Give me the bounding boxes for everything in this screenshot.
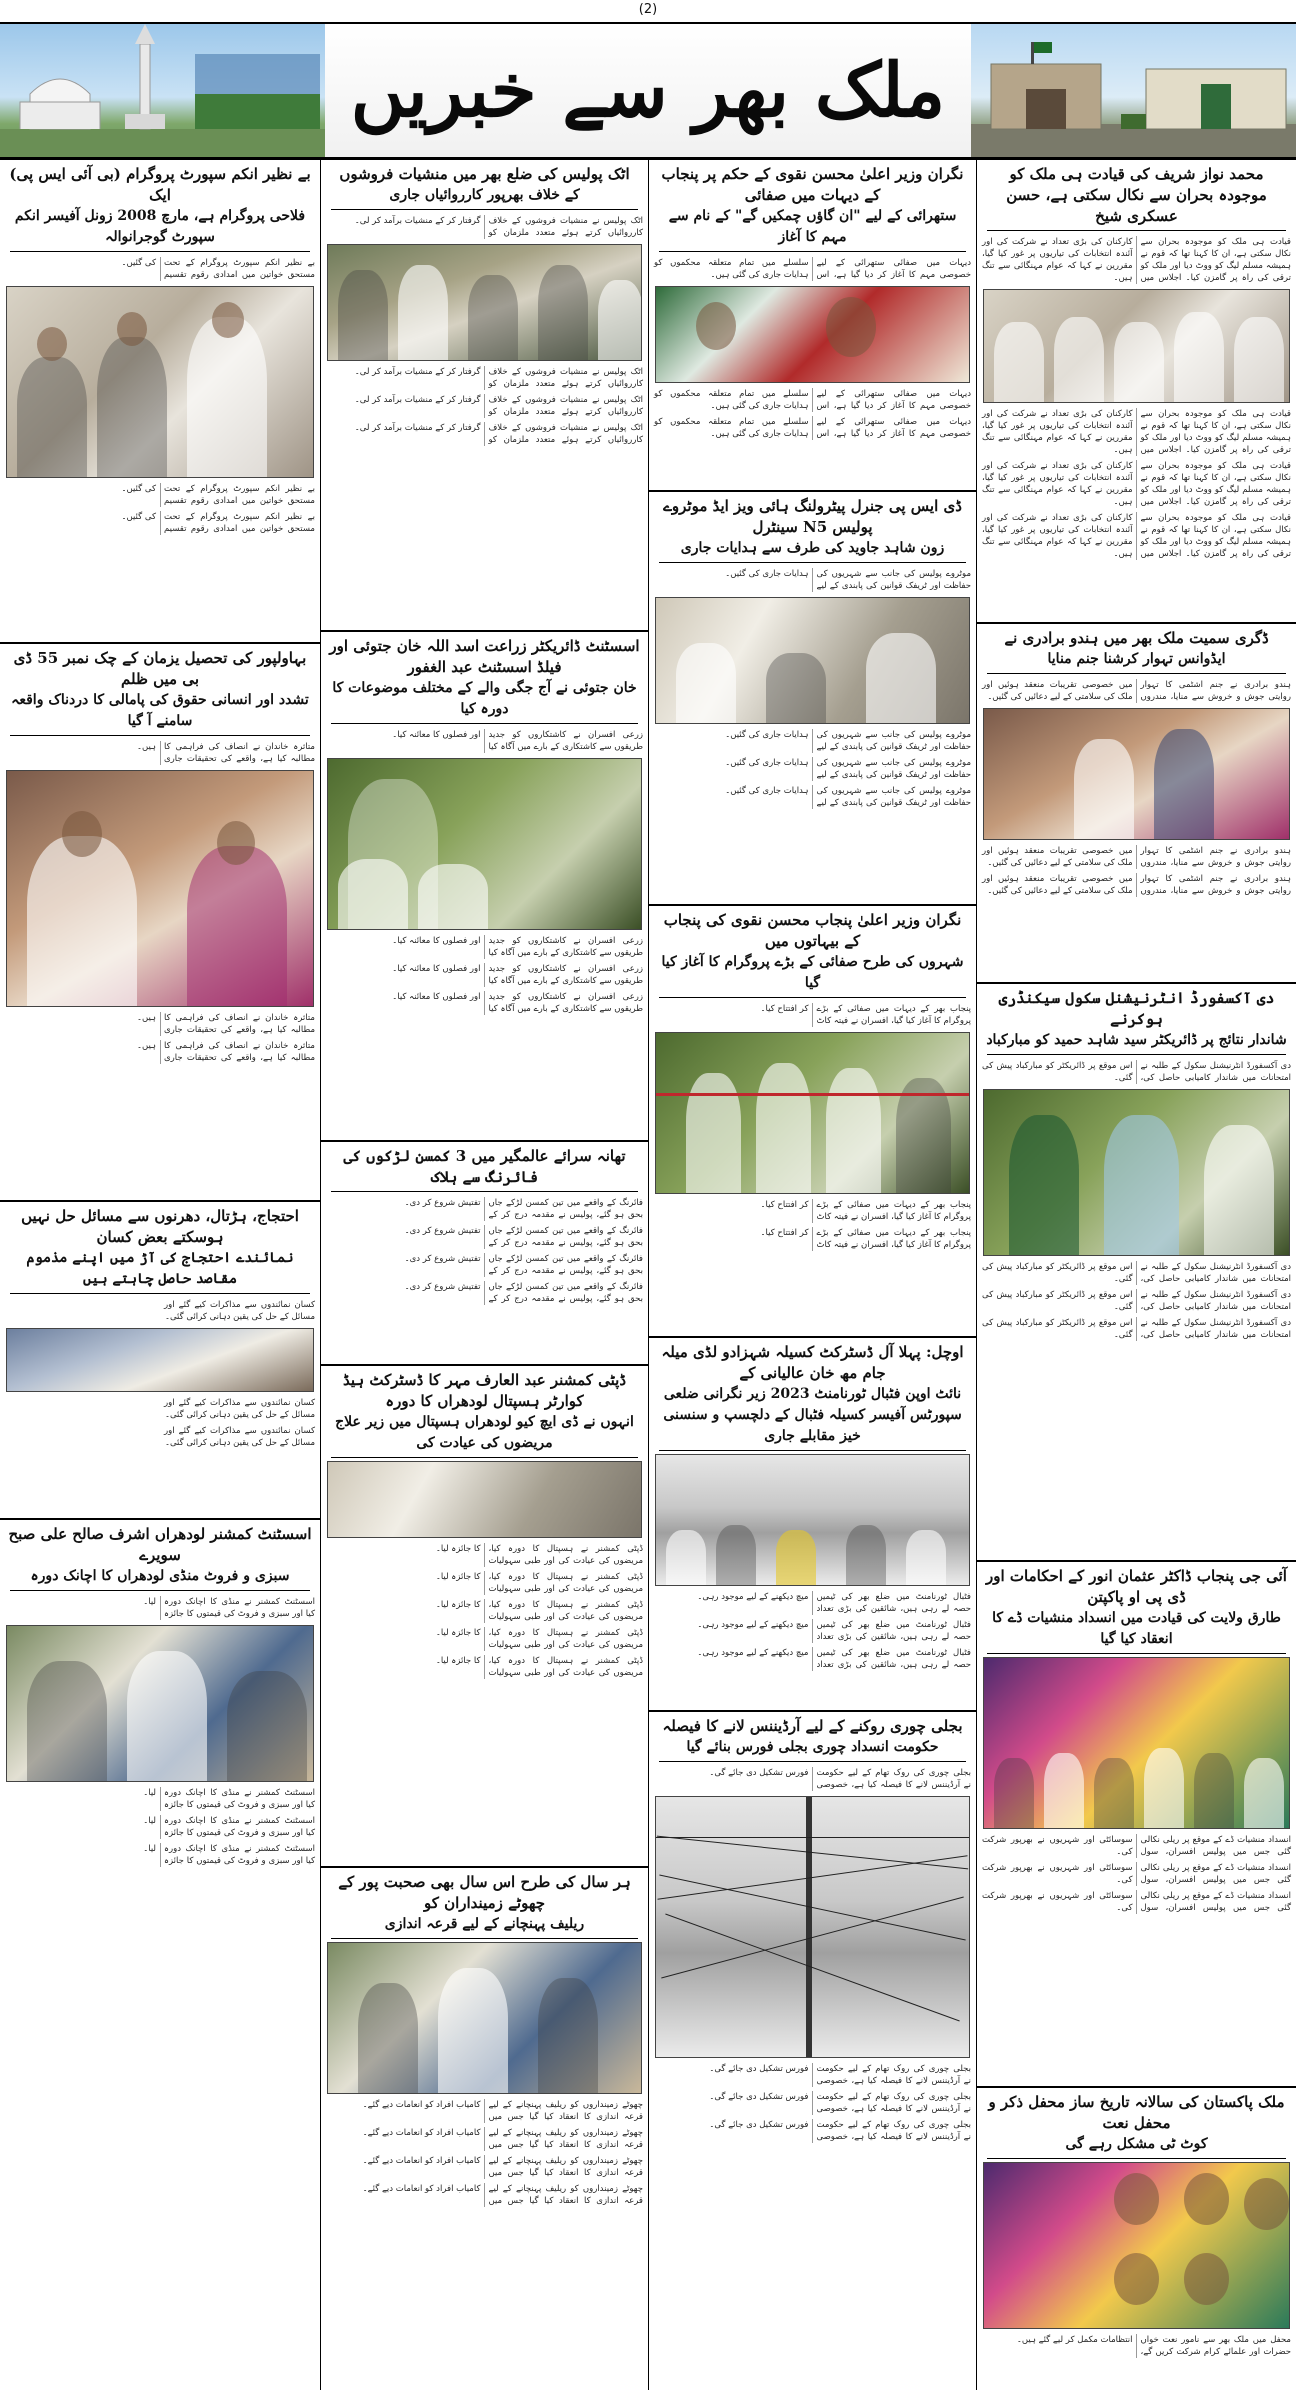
headline-main: ڈگری سمیت ملک بھر میں ہندو برادری نے — [1004, 629, 1269, 647]
article-body: موٹروے پولیس کی جانب سے شہریوں کی حفاظت اور ٹریفک قوانین کی پابندی کے لیے ہدایات جاری کی گئیں۔ — [725, 730, 971, 752]
article-body: دی آکسفورڈ انٹرنیشنل سکول کے طلبہ نے امتحانات میں شاندار کامیابی حاصل کی، اس موقع پر ڈائریکٹر کو مبارکباد پیش کی گئی۔ — [982, 1262, 1291, 1284]
fort-illustration — [971, 24, 1296, 157]
article-body: ڈپٹی کمشنر نے ہسپتال کا دورہ کیا، مریضوں کی عیادت کی اور طبی سہولیات کا جائزہ لیا۔ — [435, 1572, 643, 1594]
article-body: ڈپٹی کمشنر نے ہسپتال کا دورہ کیا، مریضوں کی عیادت کی اور طبی سہولیات کا جائزہ لیا۔ — [435, 1544, 643, 1566]
headline — [321, 1142, 648, 1191]
article-body: اٹک پولیس نے منشیات فروشوں کے خلاف کارروائیاں کرتے ہوئے متعدد ملزمان کو گرفتار کر کے منشیات برآمد کر لی۔ — [354, 423, 643, 445]
article-body: کسان نمائندوں سے مذاکرات کیے گئے اور مسائل کے حل کی یقین دہانی کرائی گئی۔ — [164, 1426, 315, 1448]
article-photo — [983, 1657, 1290, 1829]
article-body: زرعی افسران نے کاشتکاروں کو جدید طریقوں سے کاشتکاری کے بارے میں آگاہ کیا اور فصلوں کا معائنہ کیا۔ — [392, 992, 643, 1014]
article-electricity-theft — [649, 1712, 976, 2390]
article-body: دیہات میں صفائی ستھرائی کے لیے خصوصی مہم کا آغاز کر دیا گیا ہے، اس سلسلے میں تمام متعلقہ محکموں کو ہدایات جاری کی گئی ہیں۔ — [654, 389, 971, 411]
article-body: کسان نمائندوں سے مذاکرات کیے گئے اور مسائل کے حل کی یقین دہانی کرائی گئی۔ — [164, 1300, 315, 1322]
article-body: بجلی چوری کی روک تھام کے لیے حکومت نے آرڈیننس لانے کا فیصلہ کیا ہے، خصوصی فورس تشکیل دی جائے گی۔ — [709, 2064, 971, 2086]
article-body: چھوٹے زمینداروں کو ریلیف پہنچانے کے لیے قرعہ اندازی کا انعقاد کیا گیا جس میں کامیاب افراد کو انعامات دیے گئے۔ — [362, 2100, 643, 2122]
article-body: چھوٹے زمینداروں کو ریلیف پہنچانے کے لیے قرعہ اندازی کا انعقاد کیا گیا جس میں کامیاب افراد کو انعامات دیے گئے۔ — [362, 2128, 643, 2150]
article-body: زرعی افسران نے کاشتکاروں کو جدید طریقوں سے کاشتکاری کے بارے میں آگاہ کیا اور فصلوں کا معائنہ کیا۔ — [392, 936, 643, 958]
masthead-title: ملک بھر سے خبریں — [350, 48, 946, 134]
headline-main: ڈی ایس پی جنرل پیٹرولنگ ہائی ویز ایڈ موٹروے پولیس N5 سینٹرل — [663, 497, 962, 536]
headline-sub: طارق ولایت کی قیادت میں انسداد منشیات ڈے کا انعقاد کیا گیا — [992, 1610, 1281, 1647]
article-body: قیادت ہی ملک کو موجودہ بحران سے نکال سکتی ہے، ان کا کہنا تھا کہ قوم نے ہمیشہ مسلم لیگ کو ووٹ دیا اور ملک کو ترقی کی راہ پر گامزن کیا۔ اجلاس میں کارکنان کی بڑی تعداد نے شرکت کی اور آئندہ انتخابات کی تیاریوں پر غور کیا گیا، مقررین نے کہا کہ عوام مہنگائی سے تنگ ہیں۔ — [982, 409, 1291, 455]
headline-main: اسسٹنٹ کمشنر لودھراں اشرف صالح علی صبح سویرے — [8, 1525, 312, 1564]
article-body: بجلی چوری کی روک تھام کے لیے حکومت نے آرڈیننس لانے کا فیصلہ کیا ہے، خصوصی فورس تشکیل دی جائے گی۔ — [709, 2120, 971, 2142]
article-body: دی آکسفورڈ انٹرنیشنل سکول کے طلبہ نے امتحانات میں شاندار کامیابی حاصل کی، اس موقع پر ڈائریکٹر کو مبارکباد پیش کی گئی۔ — [982, 1318, 1291, 1340]
headline-sub: ستھرائی کے لیے "ان گاؤں چمکیں گے" کے نام سے مہم کا آغاز — [668, 208, 957, 245]
article-yazman — [0, 644, 320, 1202]
article-body: دیہات میں صفائی ستھرائی کے لیے خصوصی مہم کا آغاز کر دیا گیا ہے، اس سلسلے میں تمام متعلقہ محکموں کو ہدایات جاری کی گئی ہیں۔ — [654, 417, 971, 439]
article-body: انسداد منشیات ڈے کے موقع پر ریلی نکالی گئی جس میں پولیس افسران، سول سوسائٹی اور شہریوں نے بھرپور شرکت کی۔ — [982, 1835, 1291, 1857]
article-body: اسسٹنٹ کمشنر نے منڈی کا اچانک دورہ کیا اور سبزی و فروٹ کی قیمتوں کا جائزہ لیا۔ — [143, 1597, 315, 1619]
headline — [321, 160, 648, 209]
article-body: ہندو برادری نے جنم اشٹمی کا تہوار روایتی جوش و خروش سے منایا، مندروں میں خصوصی تقریبات منعقد ہوئیں اور ملک کی سلامتی کے لیے دعائیں کی گئیں۔ — [982, 846, 1291, 868]
article-photo — [983, 2162, 1290, 2329]
article-body: کسان نمائندوں سے مذاکرات کیے گئے اور مسائل کے حل کی یقین دہانی کرائی گئی۔ — [164, 1398, 315, 1420]
article-body: اسسٹنٹ کمشنر نے منڈی کا اچانک دورہ کیا اور سبزی و فروٹ کی قیمتوں کا جائزہ لیا۔ — [143, 1816, 315, 1838]
headline-main: محمد نواز شریف کی قیادت ہی ملک کو موجودہ بحران سے نکال سکتی ہے، حسن عسکری شیخ — [1006, 165, 1267, 225]
article-attock-police — [321, 160, 648, 632]
article-photo — [983, 289, 1290, 403]
article-body: پنجاب بھر کے دیہات میں صفائی کے بڑے پروگرام کا آغاز کیا گیا، افسران نے فیتہ کاٹ کر افتتاح کیا۔ — [760, 1228, 971, 1250]
article-body: قیادت ہی ملک کو موجودہ بحران سے نکال سکتی ہے، ان کا کہنا تھا کہ قوم نے ہمیشہ مسلم لیگ کو ووٹ دیا اور ملک کو ترقی کی راہ پر گامزن کیا۔ اجلاس میں کارکنان کی بڑی تعداد نے شرکت کی اور آئندہ انتخابات کی تیاریوں پر غور کیا گیا، مقررین نے کہا کہ عوام مہنگائی سے تنگ ہیں۔ — [982, 461, 1291, 507]
article-body: اٹک پولیس نے منشیات فروشوں کے خلاف کارروائیاں کرتے ہوئے متعدد ملزمان کو گرفتار کر کے منشیات برآمد کر لی۔ — [354, 216, 643, 238]
headline-main: بہاولپور کی تحصیل یزمان کے چک نمبر 55 ڈی بی میں ظلم — [13, 649, 307, 688]
headline-sub: زون شاہد جاوید کی طرف سے ہدایات جاری — [680, 540, 945, 556]
masthead — [0, 22, 1296, 160]
headline-sub: شاندار نتائج پر ڈائریکٹر سید شاہد حمید کو مبارکباد — [986, 1032, 1287, 1048]
article-body: اٹک پولیس نے منشیات فروشوں کے خلاف کارروائیاں کرتے ہوئے متعدد ملزمان کو گرفتار کر کے منشیات برآمد کر لی۔ — [354, 367, 643, 389]
headline-main: ملک پاکستان کی سالانہ تاریخ ساز محفل ذکر و محفل نعت — [988, 2093, 1285, 2132]
column-center-left — [321, 160, 648, 2390]
headline — [977, 984, 1296, 1054]
headline-main: آئی جی پنجاب ڈاکٹر عثمان انور کے احکامات اور ڈی پی او پاکپتن — [986, 1567, 1287, 1606]
headline — [977, 624, 1296, 673]
article-body: موٹروے پولیس کی جانب سے شہریوں کی حفاظت اور ٹریفک قوانین کی پابندی کے لیے ہدایات جاری کی گئیں۔ — [725, 786, 971, 808]
article-market-visit — [0, 1520, 320, 2390]
headline-main: ڈپٹی کمشنر عبد العارف مہر کا ڈسٹرکٹ ہیڈ کوارٹر ہسپتال لودھراں کا دورہ — [342, 1371, 627, 1410]
article-body: ہندو برادری نے جنم اشٹمی کا تہوار روایتی جوش و خروش سے منایا، مندروں میں خصوصی تقریبات منعقد ہوئیں اور ملک کی سلامتی کے لیے دعائیں کی گئیں۔ — [982, 680, 1291, 702]
article-photo — [655, 286, 970, 383]
article-farmers-protest — [0, 1202, 320, 1520]
article-body: دی آکسفورڈ انٹرنیشنل سکول کے طلبہ نے امتحانات میں شاندار کامیابی حاصل کی، اس موقع پر ڈائریکٹر کو مبارکباد پیش کی گئی۔ — [982, 1061, 1291, 1083]
article-photo — [983, 708, 1290, 840]
article-photo — [655, 1032, 970, 1194]
article-body: متاثرہ خاندان نے انصاف کی فراہمی کا مطالبہ کیا ہے، واقعے کی تحقیقات جاری ہیں۔ — [137, 742, 315, 764]
article-photo — [327, 1461, 642, 1538]
headline-sub: شہروں کی طرح صفائی کے بڑے پروگرام کا آغاز کیا گیا — [661, 954, 964, 991]
article-body: موٹروے پولیس کی جانب سے شہریوں کی حفاظت اور ٹریفک قوانین کی پابندی کے لیے ہدایات جاری کی گئیں۔ — [725, 569, 971, 591]
headline-main: احتجاج، ہڑتال، دھرنوں سے مسائل حل نہیں ہوسکتے بعض کسان — [21, 1207, 299, 1246]
column-left — [0, 160, 320, 2390]
article-body: زرعی افسران نے کاشتکاروں کو جدید طریقوں سے کاشتکاری کے بارے میں آگاہ کیا اور فصلوں کا معائنہ کیا۔ — [392, 730, 643, 752]
headline — [0, 160, 320, 251]
article-body: پنجاب بھر کے دیہات میں صفائی کے بڑے پروگرام کا آغاز کیا گیا، افسران نے فیتہ کاٹ کر افتتاح کیا۔ — [760, 1004, 971, 1026]
article-body: دیہات میں صفائی ستھرائی کے لیے خصوصی مہم کا آغاز کر دیا گیا ہے، اس سلسلے میں تمام متعلقہ محکموں کو ہدایات جاری کی گئی ہیں۔ — [654, 258, 971, 280]
headline-main: ہر سال کی طرح اس سال بھی صحبت پور کے چھوٹے زمینداران کو — [338, 1873, 631, 1912]
article-body: بے نظیر انکم سپورٹ پروگرام کے تحت مستحق خواتین میں امدادی رقوم تقسیم کی گئیں۔ — [121, 512, 315, 534]
article-photo — [6, 1328, 314, 1392]
article-body: ڈپٹی کمشنر نے ہسپتال کا دورہ کیا، مریضوں کی عیادت کی اور طبی سہولیات کا جائزہ لیا۔ — [435, 1628, 643, 1650]
headline — [321, 632, 648, 723]
headline-main: اٹک پولیس کی ضلع بھر میں منشیات فروشوں — [339, 165, 630, 183]
article-anti-narcotics-day — [977, 1562, 1296, 2088]
article-body: چھوٹے زمینداروں کو ریلیف پہنچانے کے لیے قرعہ اندازی کا انعقاد کیا گیا جس میں کامیاب افراد کو انعامات دیے گئے۔ — [362, 2184, 643, 2206]
article-body: ہندو برادری نے جنم اشٹمی کا تہوار روایتی جوش و خروش سے منایا، مندروں میں خصوصی تقریبات منعقد ہوئیں اور ملک کی سلامتی کے لیے دعائیں کی گئیں۔ — [982, 874, 1291, 896]
headline — [0, 1520, 320, 1590]
article-body: انسداد منشیات ڈے کے موقع پر ریلی نکالی گئی جس میں پولیس افسران، سول سوسائٹی اور شہریوں نے بھرپور شرکت کی۔ — [982, 1891, 1291, 1913]
article-photo — [6, 770, 314, 1007]
headline — [321, 1868, 648, 1938]
headline-sub: ایڈوانس تہوار کرشنا جنم منایا — [1047, 651, 1226, 667]
article-body: چھوٹے زمینداروں کو ریلیف پہنچانے کے لیے قرعہ اندازی کا انعقاد کیا گیا جس میں کامیاب افراد کو انعامات دیے گئے۔ — [362, 2156, 643, 2178]
article-photo — [327, 1942, 642, 2094]
headline — [649, 1338, 976, 1450]
article-football — [649, 1338, 976, 1712]
article-body: اٹک پولیس نے منشیات فروشوں کے خلاف کارروائیاں کرتے ہوئے متعدد ملزمان کو گرفتار کر کے منشیات برآمد کر لی۔ — [354, 395, 643, 417]
headline-main: تھانہ سرائے عالمگیر میں 3 کمسن لڑکوں کی فائرنگ سے ہلاک — [343, 1147, 626, 1186]
article-photo — [983, 1089, 1290, 1256]
article-photo — [655, 597, 970, 724]
article-photo — [327, 244, 642, 361]
headline-main: بجلی چوری روکنے کے لیے آرڈیننس لانے کا فیصلہ — [662, 1717, 963, 1735]
article-krishna-janam — [977, 624, 1296, 984]
column-center-right — [649, 160, 976, 2390]
article-punjab-cleanliness — [649, 906, 976, 1338]
masthead-monuments-image — [0, 24, 325, 157]
article-body: بجلی چوری کی روک تھام کے لیے حکومت نے آرڈیننس لانے کا فیصلہ کیا ہے، خصوصی فورس تشکیل دی جائے گی۔ — [709, 1768, 971, 1790]
article-body: متاثرہ خاندان نے انصاف کی فراہمی کا مطالبہ کیا ہے، واقعے کی تحقیقات جاری ہیں۔ — [137, 1041, 315, 1063]
headline-main: اسسٹنٹ ڈائریکٹر زراعت اسد اللہ خان جتوئی اور فیلڈ اسسٹنٹ عبد الغفور — [329, 637, 640, 676]
headline-sub: حکومت انسداد چوری بجلی فورس بنائے گیا — [686, 1739, 939, 1755]
headline-sub: فلاحی پروگرام ہے، مارچ 2008 زونل آفیسر انکم سپورٹ گوجرانوالہ — [14, 208, 306, 245]
headline-sub: نمائندے احتجاج کی آڑ میں اپنے مذموم مقاصد حاصل چاہتے ہیں — [26, 1250, 294, 1287]
article-body: فائرنگ کے واقعے میں تین کمسن لڑکے جاں بحق ہو گئے، پولیس نے مقدمہ درج کر کے تفتیش شروع کر دی۔ — [404, 1254, 643, 1276]
article-photo — [6, 1625, 314, 1782]
article-body: فٹبال ٹورنامنٹ میں ضلع بھر کی ٹیمیں حصہ لے رہی ہیں، شائقین کی بڑی تعداد میچ دیکھنے کے لیے موجود رہی۔ — [697, 1592, 971, 1614]
article-naat-mehfil — [977, 2088, 1296, 2390]
headline — [649, 1712, 976, 1761]
article-agriculture — [321, 632, 648, 1142]
article-nawaz-sharif — [977, 160, 1296, 624]
article-body: محفل میں ملک بھر سے نامور نعت خواں حضرات اور علمائے کرام شرکت کریں گے، انتظامات مکمل کر لیے گئے ہیں۔ — [1016, 2335, 1291, 2357]
article-body: فائرنگ کے واقعے میں تین کمسن لڑکے جاں بحق ہو گئے، پولیس نے مقدمہ درج کر کے تفتیش شروع کر دی۔ — [404, 1282, 643, 1304]
headline-sub: انہوں نے ڈی ایچ کیو لودھراں ہسپتال میں زیر علاج مریضوں کی عیادت کی — [335, 1414, 634, 1451]
headline — [321, 1366, 648, 1457]
headline-sub: کوٹ ٹی مشکل رہے گی — [1065, 2136, 1208, 2152]
headline-sub: خان جتوئی نے آج جگی والے کے مختلف موضوعات کا دورہ کیا — [332, 680, 637, 717]
column-right — [977, 160, 1296, 2390]
headline — [0, 1202, 320, 1293]
article-body: فائرنگ کے واقعے میں تین کمسن لڑکے جاں بحق ہو گئے، پولیس نے مقدمہ درج کر کے تفتیش شروع کر دی۔ — [404, 1198, 643, 1220]
article-body: اسسٹنٹ کمشنر نے منڈی کا اچانک دورہ کیا اور سبزی و فروٹ کی قیمتوں کا جائزہ لیا۔ — [143, 1788, 315, 1810]
article-body: موٹروے پولیس کی جانب سے شہریوں کی حفاظت اور ٹریفک قوانین کی پابندی کے لیے ہدایات جاری کی گئیں۔ — [725, 758, 971, 780]
article-body: ڈپٹی کمشنر نے ہسپتال کا دورہ کیا، مریضوں کی عیادت کی اور طبی سہولیات کا جائزہ لیا۔ — [435, 1600, 643, 1622]
article-body: زرعی افسران نے کاشتکاروں کو جدید طریقوں سے کاشتکاری کے بارے میں آگاہ کیا اور فصلوں کا معائنہ کیا۔ — [392, 964, 643, 986]
headline — [977, 2088, 1296, 2158]
headline-main: اوچل: پہلا آل ڈسٹرکٹ کسیلہ شہزادو لڈی میلہ جام مھ خان عالیانی کے — [661, 1343, 964, 1382]
page-number: (2) — [638, 2, 658, 17]
article-motorway-police — [649, 492, 976, 906]
masthead-fort-image — [971, 24, 1296, 157]
article-firing — [321, 1142, 648, 1366]
headline-sub: ریلیف پہنچانے کے لیے قرعہ اندازی — [384, 1916, 585, 1932]
article-body: دی آکسفورڈ انٹرنیشنل سکول کے طلبہ نے امتحانات میں شاندار کامیابی حاصل کی، اس موقع پر ڈائریکٹر کو مبارکباد پیش کی گئی۔ — [982, 1290, 1291, 1312]
article-bisp — [0, 160, 320, 644]
article-body: فٹبال ٹورنامنٹ میں ضلع بھر کی ٹیمیں حصہ لے رہی ہیں، شائقین کی بڑی تعداد میچ دیکھنے کے لیے موجود رہی۔ — [697, 1648, 971, 1670]
headline-sub: سبزی و فروٹ منڈی لودھراں کا اچانک دورہ — [30, 1568, 290, 1584]
headline-sub: کے خلاف بھرپور کارروائیاں جاری — [389, 187, 580, 203]
article-photo — [327, 758, 642, 930]
article-body: قیادت ہی ملک کو موجودہ بحران سے نکال سکتی ہے، ان کا کہنا تھا کہ قوم نے ہمیشہ مسلم لیگ کو ووٹ دیا اور ملک کو ترقی کی راہ پر گامزن کیا۔ اجلاس میں کارکنان کی بڑی تعداد نے شرکت کی اور آئندہ انتخابات کی تیاریوں پر غور کیا گیا، مقررین نے کہا کہ عوام مہنگائی سے تنگ ہیں۔ — [982, 513, 1291, 559]
headline-sub: نائٹ اوپن فٹبال ٹورنامنٹ 2023 زیر نگرانی ضلعی سپورٹس آفیسر کسیلہ فٹبال کے دلچسپ و سنسنی خیز مقابلے جاری — [663, 1386, 962, 1444]
headline-sub: تشدد اور انسانی حقوق کی پامالی کا دردناک واقعہ سامنے آ گیا — [11, 692, 309, 729]
headline — [0, 644, 320, 735]
headline — [977, 160, 1296, 230]
headline-main: دی آکسفورڈ انٹرنیشنل سکول سیکنڈری ہوکرنے — [998, 989, 1275, 1028]
headline — [649, 906, 976, 997]
article-body: متاثرہ خاندان نے انصاف کی فراہمی کا مطالبہ کیا ہے، واقعے کی تحقیقات جاری ہیں۔ — [137, 1013, 315, 1035]
article-body: اسسٹنٹ کمشنر نے منڈی کا اچانک دورہ کیا اور سبزی و فروٹ کی قیمتوں کا جائزہ لیا۔ — [143, 1844, 315, 1866]
article-lottery — [321, 1868, 648, 2390]
article-photo — [655, 1796, 970, 2058]
article-body: بے نظیر انکم سپورٹ پروگرام کے تحت مستحق خواتین میں امدادی رقوم تقسیم کی گئیں۔ — [121, 484, 315, 506]
article-photo — [6, 286, 314, 478]
headline — [649, 492, 976, 562]
headline — [649, 160, 976, 251]
headline-main: بے نظیر انکم سپورٹ پروگرام (بی آئی ایس پی) ایک — [9, 165, 311, 204]
article-body: پنجاب بھر کے دیہات میں صفائی کے بڑے پروگرام کا آغاز کیا گیا، افسران نے فیتہ کاٹ کر افتتاح کیا۔ — [760, 1200, 971, 1222]
article-body: فائرنگ کے واقعے میں تین کمسن لڑکے جاں بحق ہو گئے، پولیس نے مقدمہ درج کر کے تفتیش شروع کر دی۔ — [404, 1226, 643, 1248]
headline-main: نگران وزیر اعلیٰ محسن نقوی کے حکم پر پنجاب کے دیہات میں صفائی — [661, 165, 964, 204]
monuments-illustration — [0, 24, 325, 157]
article-village-cleanliness — [649, 160, 976, 492]
headline-main: نگران وزیر اعلیٰ پنجاب محسن نقوی کی پنجاب کے بیہاتوں میں — [663, 911, 962, 950]
article-body: فٹبال ٹورنامنٹ میں ضلع بھر کی ٹیمیں حصہ لے رہی ہیں، شائقین کی بڑی تعداد میچ دیکھنے کے لیے موجود رہی۔ — [697, 1620, 971, 1642]
article-body: بے نظیر انکم سپورٹ پروگرام کے تحت مستحق خواتین میں امدادی رقوم تقسیم کی گئیں۔ — [121, 258, 315, 280]
article-oxford-school — [977, 984, 1296, 1562]
article-photo — [655, 1454, 970, 1586]
article-body: انسداد منشیات ڈے کے موقع پر ریلی نکالی گئی جس میں پولیس افسران، سول سوسائٹی اور شہریوں نے بھرپور شرکت کی۔ — [982, 1863, 1291, 1885]
headline — [977, 1562, 1296, 1653]
article-body: ڈپٹی کمشنر نے ہسپتال کا دورہ کیا، مریضوں کی عیادت کی اور طبی سہولیات کا جائزہ لیا۔ — [435, 1656, 643, 1678]
article-body: بجلی چوری کی روک تھام کے لیے حکومت نے آرڈیننس لانے کا فیصلہ کیا ہے، خصوصی فورس تشکیل دی جائے گی۔ — [709, 2092, 971, 2114]
article-dc-hospital — [321, 1366, 648, 1868]
article-body: قیادت ہی ملک کو موجودہ بحران سے نکال سکتی ہے، ان کا کہنا تھا کہ قوم نے ہمیشہ مسلم لیگ کو ووٹ دیا اور ملک کو ترقی کی راہ پر گامزن کیا۔ اجلاس میں کارکنان کی بڑی تعداد نے شرکت کی اور آئندہ انتخابات کی تیاریوں پر غور کیا گیا، مقررین نے کہا کہ عوام مہنگائی سے تنگ ہیں۔ — [982, 237, 1291, 283]
